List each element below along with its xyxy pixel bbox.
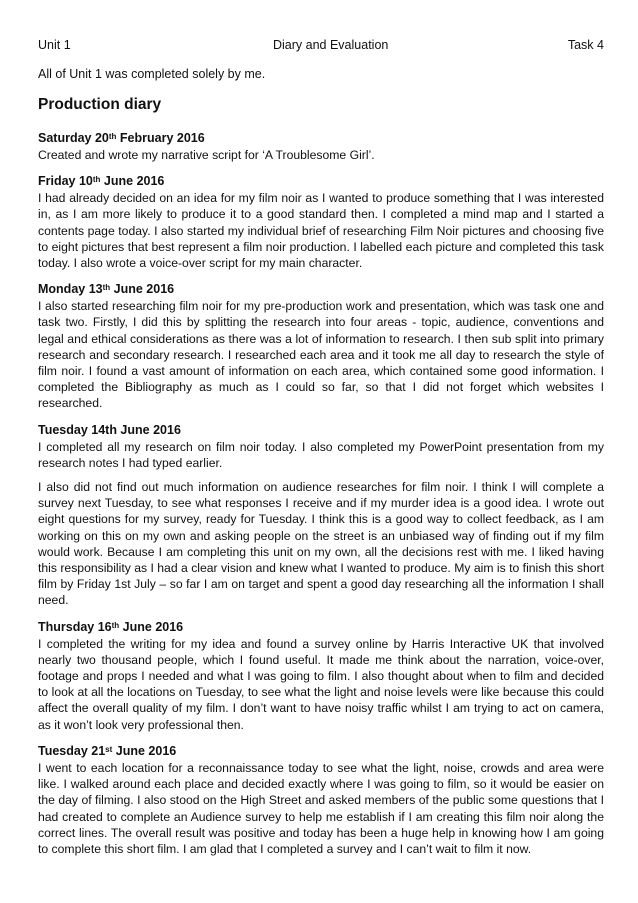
- entry-date-month: June 2016: [119, 619, 184, 634]
- document-page: [38, 38, 604, 857]
- entry-date-month: June 2016: [100, 174, 165, 189]
- entry-paragraph: I went to each location for a reconnaissance today to see what the light, noise, crowds and area were like. I walked around each place and decided exactly where I was going to film, so it would be easier on the day of filming. I also stood on the High Street and asked members of the public some questions that I had created to complete an Audience survey to help me establish if I am creating this film noir along the correct lines. The overall result was positive and today has been a huge help in knowing how I am going to complete this short film. I am glad that I completed a survey and I can’t wait to film it now.: [38, 760, 604, 856]
- header-task: Task 4: [567, 38, 604, 52]
- intro-statement: All of Unit 1 was completed solely by me.: [38, 67, 266, 81]
- entry-paragraph: I completed all my research on film noir today. I also completed my PowerPoint presentation from my research notes I had typed earlier.: [38, 439, 604, 470]
- entry-date-day: Saturday 20: [38, 131, 109, 145]
- entry-date-month: June 2016: [112, 743, 177, 758]
- entry-date-suffix: th: [92, 175, 101, 185]
- entry-date-day: Thursday 16: [38, 619, 112, 634]
- entry-date-suffix: th: [102, 283, 111, 293]
- entry-date-month: February 2016: [116, 131, 205, 145]
- entry-date-suffix: th: [111, 620, 120, 630]
- page-header: [38, 38, 604, 56]
- entry-paragraph: I completed the writing for my idea and found a survey online by Harris Interactive UK that involved nearly two thousand people, which I found useful. It made me think about the narration, voice-over, footage and props I needed and what I was going to film. I also thought about when to film and decided to look at all the locations on Tuesday, to see what the light and noise levels were like because this could affect the overall quality of my film. I don’t want to have noisy traffic whilst I am trying to act on camera, as it won’t look very professional then.: [38, 636, 604, 732]
- entry-date-day: Tuesday 21: [38, 743, 106, 758]
- entry-paragraph: Created and wrote my narrative script for ‘A Troublesome Girl’.: [38, 148, 375, 162]
- entry-date-suffix: th: [108, 132, 117, 141]
- entry-date-day: Friday 10: [38, 174, 93, 189]
- diary-entries: [38, 130, 604, 857]
- entry-date: [38, 130, 604, 147]
- entry-date: [38, 743, 604, 760]
- entry-paragraph: I had already decided on an idea for my film noir as I wanted to produce something that I was interested in, as I am more likely to produce it to a good standard then. I completed a mind map and I started a contents page today. I also started my individual brief of researching Film Noir pictures and choosing five to eight pictures that best represent a film noir production. I labelled each picture and completed this task today. I also wrote a voice-over script for my main character.: [38, 191, 604, 271]
- entry-paragraph: I also started researching film noir for my pre-production work and presentation, which was task one and task two. Firstly, I did this by splitting the research into four areas - topic, audience, conventions and legal and ethical considerations as there was a lot of information to research. I then sub split into primary research and secondary research. I researched each area and it took me all day to research the style of film noir. I found a vast amount of information on each area, which contained some good information. I completed the Bibliography as much as I could so far, so that I did not forget which websites I researched.: [38, 299, 604, 411]
- entry-date-month: June 2016: [110, 282, 175, 297]
- entry-date-day: Tuesday 14th June 2016: [38, 422, 181, 437]
- entry-date: [38, 281, 604, 298]
- section-title: Production diary: [38, 96, 162, 113]
- header-unit: Unit 1: [38, 38, 71, 52]
- entry-date: [38, 619, 604, 636]
- entry-date: [38, 173, 604, 190]
- entry-date-day: Monday 13: [38, 282, 103, 297]
- entry-paragraph: I also did not find out much information on audience researches for film noir. I think I will complete a survey next Tuesday, to see what responses I receive and if my murder idea is a good idea. I wrote out eight questions for my survey, ready for Tuesday. I think this is a good way to collect feedback, as I am working on this on my own and asking people on the street is an unbiased way of finding out if my film would work. Because I am completing this unit on my own, all the decisions rest with me. I liked having this responsibility as I had a clear vision and knew what I wanted to produce. My aim is to finish this short film by Friday 1st July – so far I am on target and spent a good day researching all the information I shall need.: [38, 480, 604, 608]
- header-title: Diary and Evaluation: [273, 38, 389, 52]
- entry-date-suffix: st: [105, 744, 113, 754]
- entry-date: [38, 422, 604, 439]
